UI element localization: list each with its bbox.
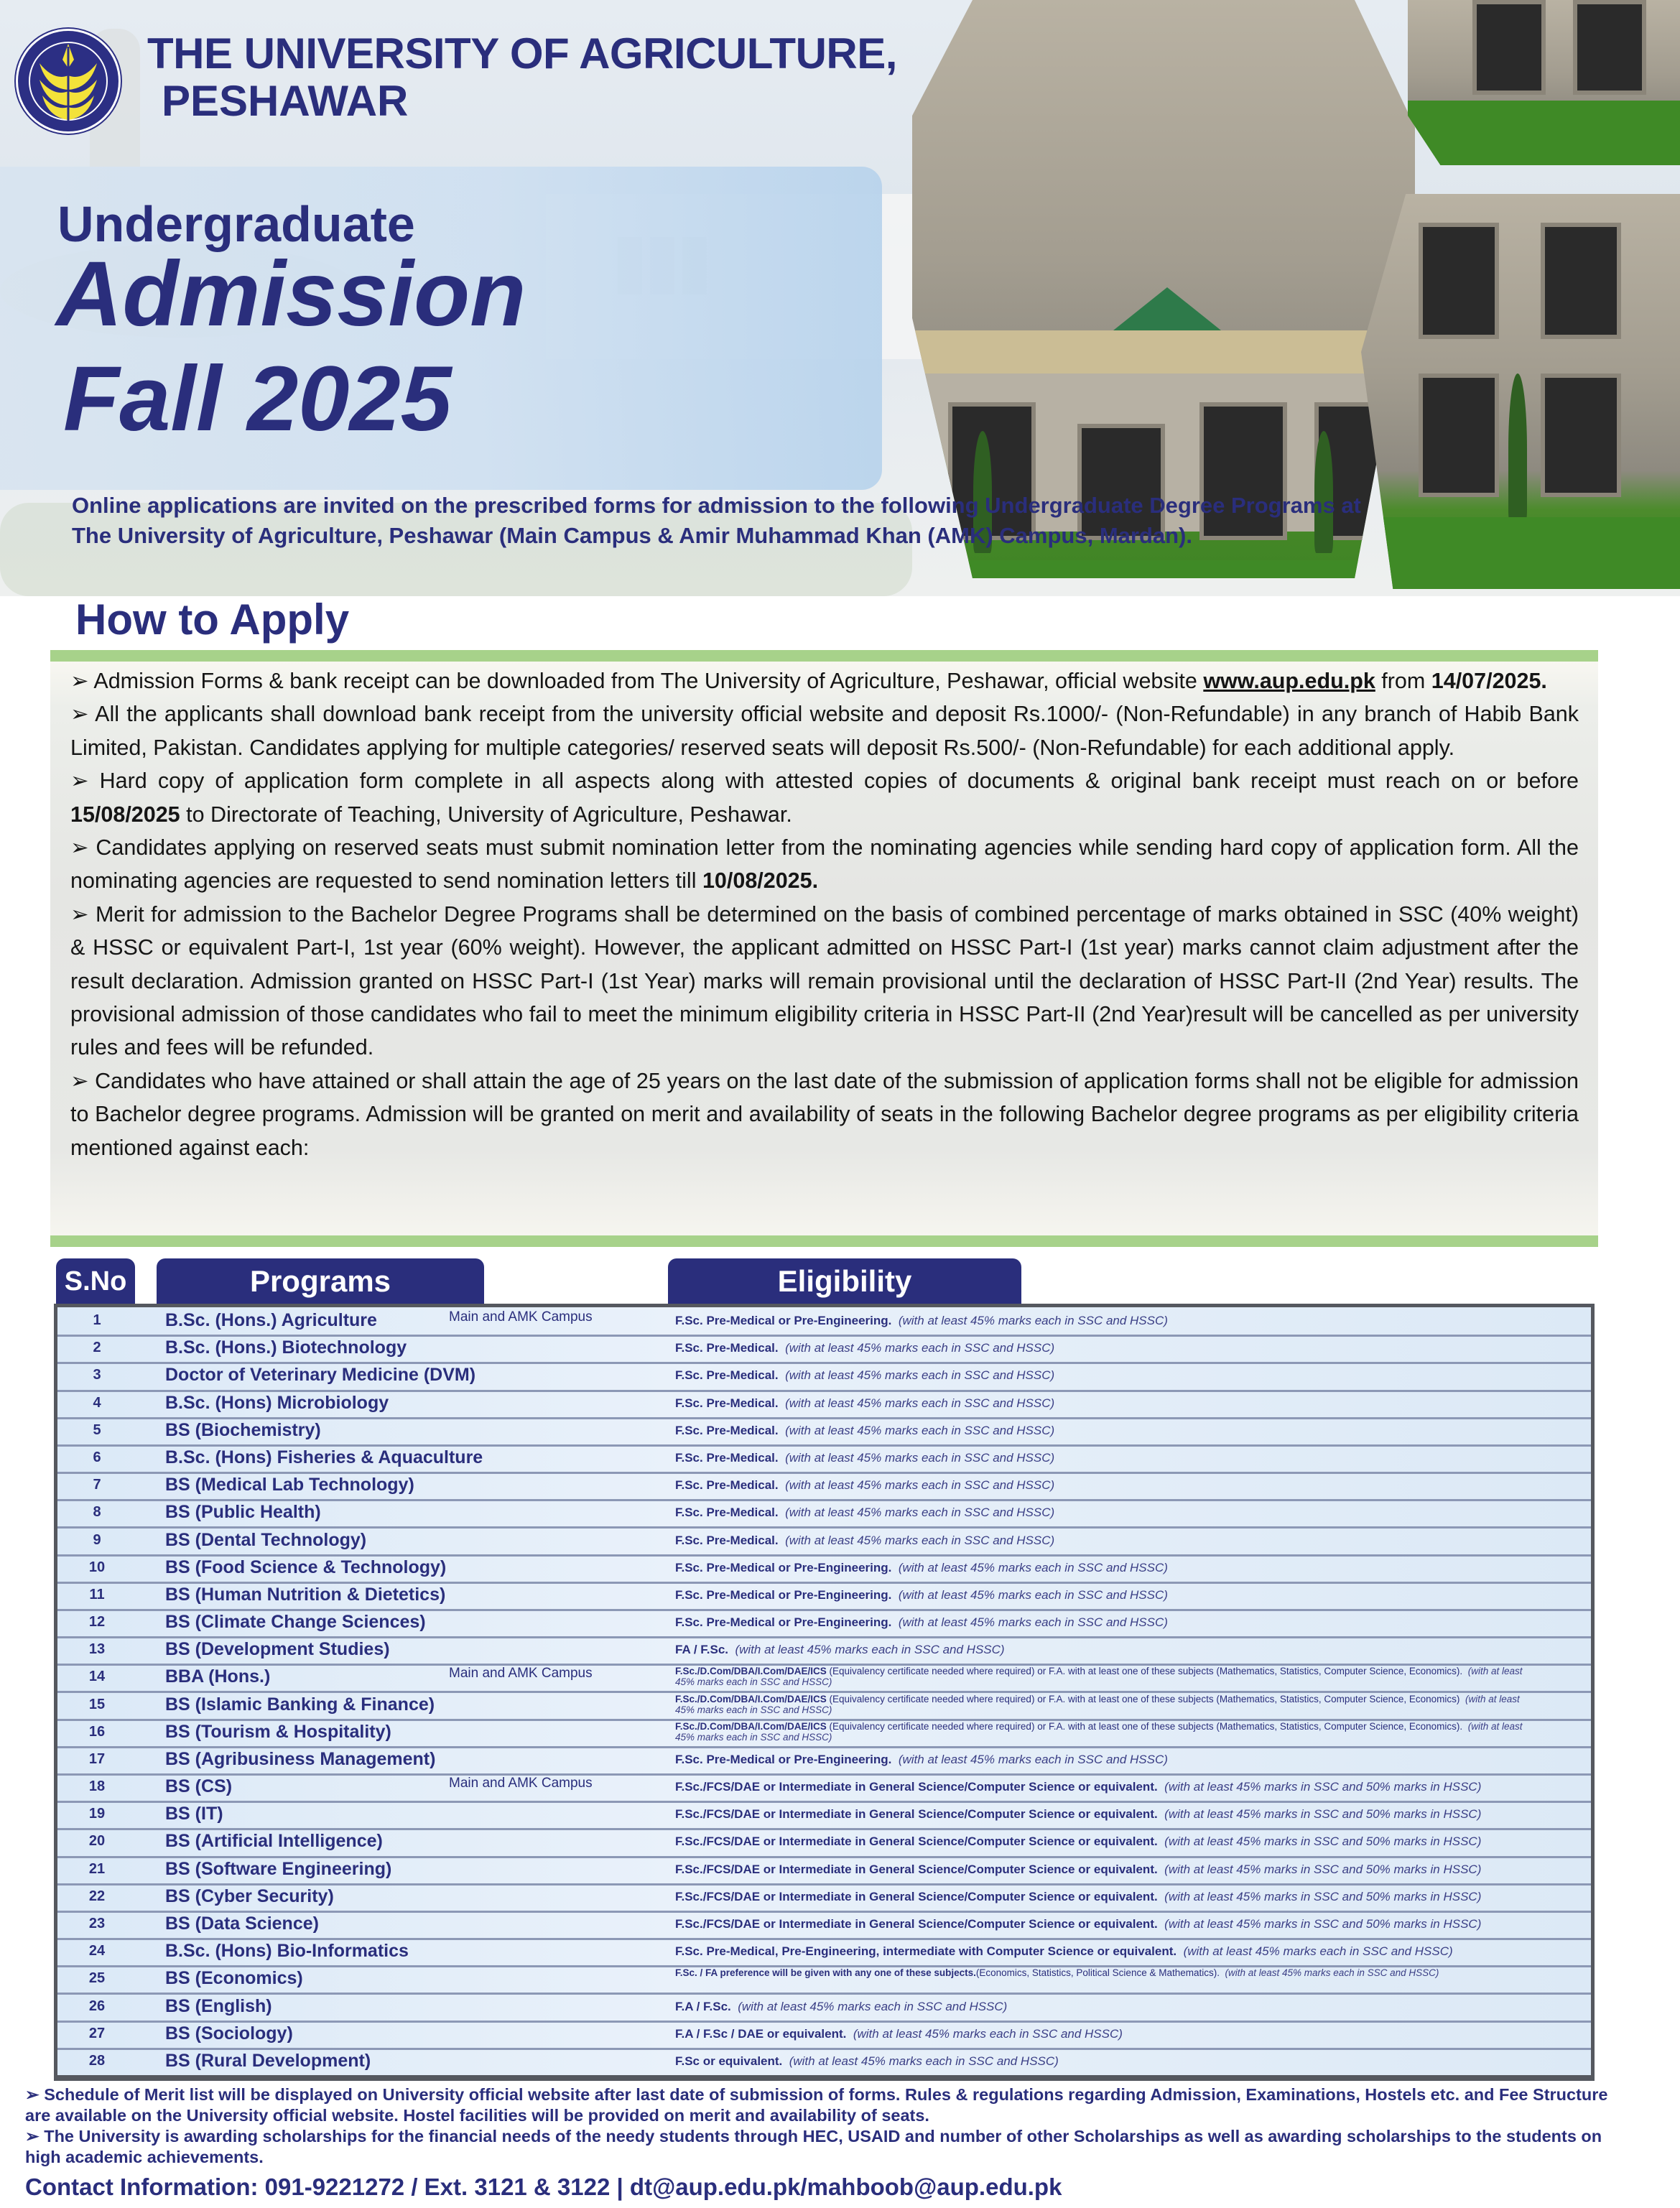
row-serial-number: 14 — [88, 1669, 106, 1685]
row-eligibility — [675, 1807, 1533, 1821]
how-to-apply-list — [70, 664, 1579, 1164]
row-program-name: BS (Medical Lab Technology) — [165, 1475, 414, 1495]
row-program-name: BS (Software Engineering) — [165, 1858, 392, 1879]
row-serial-number: 8 — [93, 1504, 101, 1521]
row-program-name: BS (English) — [165, 1995, 272, 2016]
table-row — [57, 1554, 1591, 1584]
table-row — [57, 1883, 1591, 1913]
row-eligibility — [675, 1451, 1533, 1465]
eligibility-marks-note: (with at least 45% marks each in SSC and HSSC) — [785, 1368, 1055, 1383]
row-eligibility — [675, 1314, 1533, 1327]
table-row — [57, 2021, 1591, 2050]
row-eligibility — [675, 1561, 1533, 1574]
row-program-name: BS (Tourism & Hospitality) — [165, 1721, 391, 1742]
table-row — [57, 1417, 1591, 1447]
row-program-name: BS (Artificial Intelligence) — [165, 1831, 383, 1852]
eligibility-marks-note: (with at least 45% marks each in SSC and HSSC) — [1183, 1944, 1453, 1959]
row-serial-number: 12 — [88, 1614, 106, 1631]
eligibility-marks-note: (with at least 45% marks each in SSC and HSSC) — [789, 2054, 1059, 2068]
row-serial-number: 3 — [93, 1367, 101, 1383]
row-eligibility — [675, 2054, 1533, 2068]
table-row — [57, 1307, 1591, 1337]
wheat-emblem-icon — [18, 31, 119, 131]
eligibility-marks-note: (with at least 45% marks in SSC and 50% marks in HSSC) — [1164, 1807, 1482, 1822]
table-row — [57, 1938, 1591, 1967]
nomination-date: 10/08/2025. — [702, 868, 819, 894]
table-row — [57, 1335, 1591, 1364]
eligibility-requirement: F.Sc. Pre-Medical. — [675, 1506, 779, 1520]
table-row — [57, 1773, 1591, 1803]
start-date: 14/07/2025. — [1431, 669, 1547, 693]
row-serial-number: 16 — [88, 1723, 106, 1740]
apply-item — [70, 831, 1579, 898]
eligibility-requirement: F.Sc./D.Com/DBA/I.Com/DAE/ICS — [675, 1720, 827, 1732]
apply-item — [70, 764, 1579, 831]
row-program-name: BS (Agribusiness Management) — [165, 1748, 436, 1769]
row-program-name: BS (Data Science) — [165, 1914, 319, 1934]
row-serial-number: 17 — [88, 1750, 106, 1767]
eligibility-marks-note: (with at least 45% marks in SSC and 50% marks in HSSC) — [1164, 1834, 1482, 1849]
eligibility-details: (Equivalency certificate needed where required) or F.A. with at least one of these subjects (Mathematics, Statistics, Computer Science, Economics) — [826, 1693, 1460, 1704]
row-eligibility — [675, 1478, 1533, 1492]
lawn — [1361, 517, 1680, 589]
arrow-bullet-icon: ➢ — [70, 702, 89, 727]
apply-item — [70, 664, 1579, 697]
eligibility-requirement: F.Sc. Pre-Medical. — [675, 1450, 779, 1465]
row-eligibility — [675, 1834, 1533, 1848]
building-emblem — [1113, 287, 1221, 330]
row-serial-number: 21 — [88, 1860, 106, 1877]
table-row — [57, 1664, 1591, 1693]
website-link[interactable]: www.aup.edu.pk — [1203, 669, 1375, 693]
eligibility-requirement: F.Sc. Pre-Medical, Pre-Engineering, intermediate with Computer Science or equivalent. — [675, 1944, 1177, 1959]
row-campus: Main and AMK Campus — [449, 1776, 593, 1791]
row-program-name: BS (Sociology) — [165, 2023, 293, 2044]
row-program-name: BBA (Hons.) — [165, 1666, 271, 1687]
contact-information: Contact Information: 091-9221272 / Ext. 3121 & 3122 | dt@aup.edu.pk/mahboob@aup.edu.pk — [25, 2174, 1062, 2200]
table-row — [57, 1609, 1591, 1638]
table-row — [57, 1801, 1591, 1830]
apply-item-text: Candidates applying on reserved seats must submit nomination letter from the nominating agencies while sending hard copy of application form. All the nominating agencies are requested to send nomination letters till — [70, 835, 1579, 894]
eligibility-requirement: F.Sc. Pre-Medical. — [675, 1368, 779, 1383]
table-row — [57, 1526, 1591, 1556]
title-main: Admission — [56, 243, 526, 345]
eligibility-requirement: F.Sc. Pre-Medical. — [675, 1478, 779, 1493]
eligibility-requirement: F.A / F.Sc / DAE or equivalent. — [675, 2026, 847, 2041]
university-name: THE UNIVERSITY OF AGRICULTURE, — [147, 29, 897, 78]
eligibility-marks-note: (with at least 45% marks each in SSC and HSSC) — [675, 1693, 1520, 1715]
eligibility-details: (Economics, Statistics, Political Science & Mathematics). — [975, 1967, 1220, 1979]
eligibility-marks-note: (with at least 45% marks each in SSC and HSSC) — [785, 1506, 1055, 1520]
row-campus: Main and AMK Campus — [449, 1666, 593, 1681]
apply-item-text: All the applicants shall download bank receipt from the university official website and deposit Rs.1000/- (Non-Refundable) in any branch of Habib Bank Limited, Pakistan. Candidates applying for multiple categories/ reserved seats will deposit Rs.500/- (Non-Refundable) for each additional apply. — [70, 702, 1579, 760]
eligibility-marks-note: (with at least 45% marks in SSC and 50% marks in HSSC) — [1164, 1917, 1482, 1931]
row-eligibility — [675, 1694, 1533, 1715]
footer-notes — [25, 2084, 1627, 2168]
arrow-bullet-icon: ➢ — [70, 835, 89, 861]
row-eligibility — [675, 2027, 1533, 2041]
eligibility-marks-note: (with at least 45% marks each in SSC and HSSC) — [675, 1666, 1523, 1688]
university-city: PESHAWAR — [162, 77, 409, 125]
table-row — [57, 1828, 1591, 1857]
row-serial-number: 19 — [88, 1806, 106, 1822]
building-window — [1541, 223, 1621, 339]
eligibility-requirement: F.Sc. Pre-Medical. — [675, 1533, 779, 1547]
row-serial-number: 2 — [93, 1340, 101, 1356]
divider-bar — [50, 1235, 1598, 1247]
campus-photo-top-right — [1408, 0, 1680, 165]
row-program-name: BS (Climate Change Sciences) — [165, 1612, 426, 1633]
campus-photo-bottom-right — [1361, 194, 1680, 589]
row-program-name: BS (Human Nutrition & Dietetics) — [165, 1584, 446, 1605]
row-program-name: BS (Biochemistry) — [165, 1419, 321, 1440]
row-program-name: B.Sc. (Hons.) Biotechnology — [165, 1337, 407, 1358]
apply-item — [70, 697, 1579, 764]
row-serial-number: 20 — [88, 1833, 106, 1850]
intro-text: Online applications are invited on the prescribed forms for admission to the following Undergraduate Degree Programs at The University of Agriculture, Peshawar (Main Campus & Amir Muhammad Khan (AMK) Campus, Mardan). — [72, 493, 1361, 548]
arrow-bullet-icon: ➢ — [70, 769, 89, 794]
eligibility-requirement: F.Sc. Pre-Medical or Pre-Engineering. — [675, 1752, 892, 1766]
cypress-tree — [1508, 374, 1527, 524]
eligibility-marks-note: (with at least 45% marks each in SSC and HSSC) — [898, 1587, 1168, 1602]
row-eligibility — [675, 1643, 1533, 1656]
title-season: Fall 2025 — [63, 348, 452, 450]
row-program-name: BS (Islamic Banking & Finance) — [165, 1694, 435, 1715]
eligibility-marks-note: (with at least 45% marks each in SSC and HSSC) — [735, 1643, 1005, 1657]
eligibility-marks-note: (with at least 45% marks each in SSC and HSSC) — [785, 1396, 1055, 1410]
row-serial-number: 25 — [88, 1970, 106, 1987]
row-serial-number: 26 — [88, 1998, 106, 2014]
apply-item — [70, 898, 1579, 1064]
eligibility-marks-note: (with at least 45% marks each in SSC and HSSC) — [785, 1478, 1055, 1493]
row-eligibility — [675, 1863, 1533, 1876]
table-row — [57, 1856, 1591, 1885]
arrow-bullet-icon: ➢ — [70, 1068, 89, 1093]
eligibility-marks-note: (with at least 45% marks in SSC and 50% marks in HSSC) — [1164, 1889, 1482, 1903]
row-program-name: B.Sc. (Hons) Microbiology — [165, 1392, 389, 1413]
eligibility-marks-note: (with at least 45% marks each in SSC and HSSC) — [785, 1341, 1055, 1355]
eligibility-marks-note: (with at least 45% marks each in SSC and HSSC) — [785, 1533, 1055, 1547]
eligibility-marks-note: (with at least 45% marks each in SSC and HSSC) — [898, 1314, 1168, 1328]
row-program-name: B.Sc. (Hons.) Agriculture — [165, 1310, 377, 1331]
building-window — [1472, 0, 1546, 95]
row-eligibility — [675, 1506, 1533, 1519]
apply-item — [70, 1064, 1579, 1164]
eligibility-marks-note: (with at least 45% marks each in SSC and HSSC) — [785, 1450, 1055, 1465]
eligibility-requirement: F.Sc./FCS/DAE or Intermediate in General Science/Computer Science or equivalent. — [675, 1807, 1158, 1822]
eligibility-details: (Equivalency certificate needed where required) or F.A. with at least one of these subjects (Mathematics, Statistics, Computer Science, Economics). — [826, 1720, 1463, 1732]
table-row — [57, 2048, 1591, 2075]
apply-item-text: Merit for admission to the Bachelor Degree Programs shall be determined on the basis of combined percentage of marks obtained in SSC (40% weight) & HSSC or equivalent Part-I, 1st year (60% weight). However, the applicant admitted on HSSC Part-I (1st year) marks cannot claim adjustment after the result declaration. Admission granted on HSSC Part-I (1st Year) marks will remain provisional until the declaration of HSSC Part-II (2nd Year) results. The provisional admission of those candidates who fail to meet the minimum eligibility criteria in HSSC Part-II (2nd Year)result will be cancelled as per university rules and fees will be refunded. — [70, 901, 1579, 1060]
row-serial-number: 5 — [93, 1421, 101, 1438]
row-serial-number: 18 — [88, 1778, 106, 1795]
row-serial-number: 9 — [93, 1531, 101, 1548]
table-row — [57, 1636, 1591, 1666]
footer-note: ➢ Schedule of Merit list will be displayed on University official website after last date of submission of forms. Rules & regulations regarding Admission, Examinations, Hostels etc. and Fee Structure are available on the University official website. Hostel facilities will be provided on merit and availability of seats. — [25, 2085, 1608, 2125]
eligibility-requirement: F.Sc. Pre-Medical or Pre-Engineering. — [675, 1615, 892, 1630]
eligibility-requirement: F.Sc./D.Com/DBA/I.Com/DAE/ICS — [675, 1666, 827, 1677]
eligibility-details: (Equivalency certificate needed where required) or F.A. with at least one of these subjects (Mathematics, Statistics, Computer Science, Economics). — [826, 1666, 1463, 1677]
row-eligibility — [675, 1666, 1533, 1687]
table-row — [57, 1965, 1591, 1995]
eligibility-requirement: F.Sc./FCS/DAE or Intermediate in General Science/Computer Science or equivalent. — [675, 1889, 1158, 1903]
row-serial-number: 7 — [93, 1477, 101, 1493]
row-eligibility — [675, 1967, 1533, 1978]
building-window — [1419, 223, 1499, 339]
row-program-name: BS (Economics) — [165, 1968, 303, 1989]
table-row — [57, 1993, 1591, 2022]
apply-item-text: to Directorate of Teaching, University of Agriculture, Peshawar. — [180, 802, 792, 827]
row-program-name: BS (IT) — [165, 1804, 223, 1824]
eligibility-requirement: F.Sc or equivalent. — [675, 2054, 783, 2068]
building-window — [1541, 374, 1621, 497]
title-subtitle: Undergraduate — [57, 196, 415, 252]
row-eligibility — [675, 1753, 1533, 1766]
eligibility-requirement: FA / F.Sc. — [675, 1643, 729, 1657]
eligibility-marks-note: (with at least 45% marks each in SSC and HSSC) — [898, 1752, 1168, 1766]
arrow-bullet-icon: ➢ — [70, 669, 89, 693]
table-row — [57, 1582, 1591, 1611]
eligibility-requirement: F.Sc./FCS/DAE or Intermediate in General Science/Computer Science or equivalent. — [675, 1834, 1158, 1849]
row-serial-number: 28 — [88, 2052, 106, 2069]
row-program-name: BS (Development Studies) — [165, 1639, 390, 1660]
footer-note: ➢ The University is awarding scholarships for the financial needs of the needy students through HEC, USAID and number of other Scholarships as well as awarding scholarships to the students on high academic achievements. — [25, 2127, 1602, 2166]
row-serial-number: 22 — [88, 1888, 106, 1904]
row-serial-number: 23 — [88, 1916, 106, 1931]
eligibility-marks-note: (with at least 45% marks each in SSC and HSSC) — [898, 1615, 1168, 1630]
row-eligibility — [675, 1944, 1533, 1958]
apply-item-text: Admission Forms & bank receipt can be downloaded from The University of Agriculture, Peshawar, official website — [93, 669, 1197, 693]
row-eligibility — [675, 1341, 1533, 1355]
university-logo — [16, 29, 121, 134]
eligibility-requirement: F.Sc. Pre-Medical. — [675, 1341, 779, 1355]
eligibility-marks-note: (with at least 45% marks each in SSC and HSSC) — [738, 1999, 1008, 2013]
column-header-programs: Programs — [157, 1258, 484, 1304]
eligibility-marks-note: (with at least 45% marks in SSC and 50% marks in HSSC) — [1164, 1780, 1482, 1794]
apply-item-text: Hard copy of application form complete in all aspects along with attested copies of documents & original bank receipt must reach on or before — [99, 769, 1579, 794]
row-eligibility — [675, 1721, 1533, 1743]
row-program-name: BS (CS) — [165, 1776, 233, 1797]
eligibility-requirement: F.Sc./D.Com/DBA/I.Com/DAE/ICS — [675, 1693, 827, 1704]
eligibility-requirement: F.Sc. Pre-Medical. — [675, 1423, 779, 1437]
row-eligibility — [675, 1534, 1533, 1547]
arrow-bullet-icon: ➢ — [70, 901, 89, 927]
row-eligibility — [675, 1917, 1533, 1931]
table-row — [57, 1911, 1591, 1940]
eligibility-marks-note: (with at least 45% marks each in SSC and HSSC) — [1225, 1967, 1439, 1979]
row-program-name: B.Sc. (Hons) Fisheries & Aquaculture — [165, 1447, 483, 1467]
row-eligibility — [675, 1396, 1533, 1410]
row-serial-number: 15 — [88, 1696, 106, 1712]
table-row — [57, 1746, 1591, 1776]
lawn — [1408, 101, 1680, 165]
row-eligibility — [675, 1368, 1533, 1382]
column-header-sno: S.No — [56, 1258, 135, 1304]
eligibility-requirement: F.Sc./FCS/DAE or Intermediate in General Science/Computer Science or equivalent. — [675, 1780, 1158, 1794]
eligibility-marks-note: (with at least 45% marks in SSC and 50% marks in HSSC) — [1164, 1862, 1482, 1876]
lawn — [912, 560, 1415, 578]
divider-bar — [50, 650, 1598, 662]
building-window — [1573, 0, 1646, 95]
eligibility-requirement: F.Sc. / FA preference will be given with any one of these subjects. — [675, 1967, 976, 1979]
row-program-name: BS (Dental Technology) — [165, 1529, 367, 1550]
eligibility-requirement: F.A / F.Sc. — [675, 1999, 731, 2013]
building-window — [1419, 374, 1499, 497]
row-serial-number: 13 — [88, 1641, 106, 1658]
row-serial-number: 6 — [93, 1449, 101, 1465]
row-serial-number: 27 — [88, 2025, 106, 2041]
row-program-name: BS (Rural Development) — [165, 2050, 371, 2071]
how-to-apply-heading: How to Apply — [75, 595, 350, 644]
eligibility-marks-note: (with at least 45% marks each in SSC and HSSC) — [785, 1423, 1055, 1437]
deadline-date: 15/08/2025 — [70, 802, 180, 827]
row-serial-number: 11 — [89, 1586, 105, 1602]
row-program-name: Doctor of Veterinary Medicine (DVM) — [165, 1365, 476, 1386]
row-program-name: BS (Food Science & Technology) — [165, 1557, 447, 1577]
table-row — [57, 1472, 1591, 1501]
table-row — [57, 1499, 1591, 1529]
table-row — [57, 1390, 1591, 1419]
apply-item-text: from — [1375, 669, 1431, 693]
table-row — [57, 1362, 1591, 1391]
eligibility-requirement: F.Sc./FCS/DAE or Intermediate in General Science/Computer Science or equivalent. — [675, 1917, 1158, 1931]
eligibility-marks-note: (with at least 45% marks each in SSC and HSSC) — [675, 1720, 1523, 1743]
eligibility-requirement: F.Sc. Pre-Medical. — [675, 1396, 779, 1410]
building-roof — [912, 330, 1415, 374]
row-program-name: BS (Public Health) — [165, 1502, 321, 1523]
row-serial-number: 4 — [93, 1394, 101, 1411]
eligibility-marks-note: (with at least 45% marks each in SSC and HSSC) — [853, 2026, 1123, 2041]
eligibility-requirement: F.Sc. Pre-Medical or Pre-Engineering. — [675, 1560, 892, 1574]
row-eligibility — [675, 1890, 1533, 1903]
table-row — [57, 1444, 1591, 1474]
eligibility-requirement: F.Sc./FCS/DAE or Intermediate in General Science/Computer Science or equivalent. — [675, 1862, 1158, 1876]
row-serial-number: 24 — [88, 1943, 106, 1959]
row-eligibility — [675, 1780, 1533, 1794]
eligibility-marks-note: (with at least 45% marks each in SSC and HSSC) — [898, 1560, 1168, 1574]
column-header-eligibility: Eligibility — [668, 1258, 1021, 1304]
programs-table — [54, 1304, 1595, 2081]
apply-item-text: Candidates who have attained or shall attain the age of 25 years on the last date of the submission of application forms shall not be eligible for admission to Bachelor degree programs. Admission will be granted on merit and availability of seats in the following Bachelor degree programs as per eligibility criteria mentioned against each: — [70, 1068, 1579, 1160]
row-program-name: BS (Cyber Security) — [165, 1885, 334, 1906]
row-eligibility — [675, 1424, 1533, 1437]
row-program-name: B.Sc. (Hons) Bio-Informatics — [165, 1941, 409, 1962]
row-campus: Main and AMK Campus — [449, 1309, 593, 1325]
eligibility-requirement: F.Sc. Pre-Medical or Pre-Engineering. — [675, 1587, 892, 1602]
row-eligibility — [675, 1588, 1533, 1602]
table-row — [57, 1692, 1591, 1721]
row-serial-number: 1 — [93, 1312, 101, 1329]
row-eligibility — [675, 1615, 1533, 1629]
row-eligibility — [675, 2000, 1533, 2013]
table-row — [57, 1719, 1591, 1748]
row-serial-number: 10 — [88, 1559, 106, 1575]
eligibility-requirement: F.Sc. Pre-Medical or Pre-Engineering. — [675, 1314, 892, 1328]
